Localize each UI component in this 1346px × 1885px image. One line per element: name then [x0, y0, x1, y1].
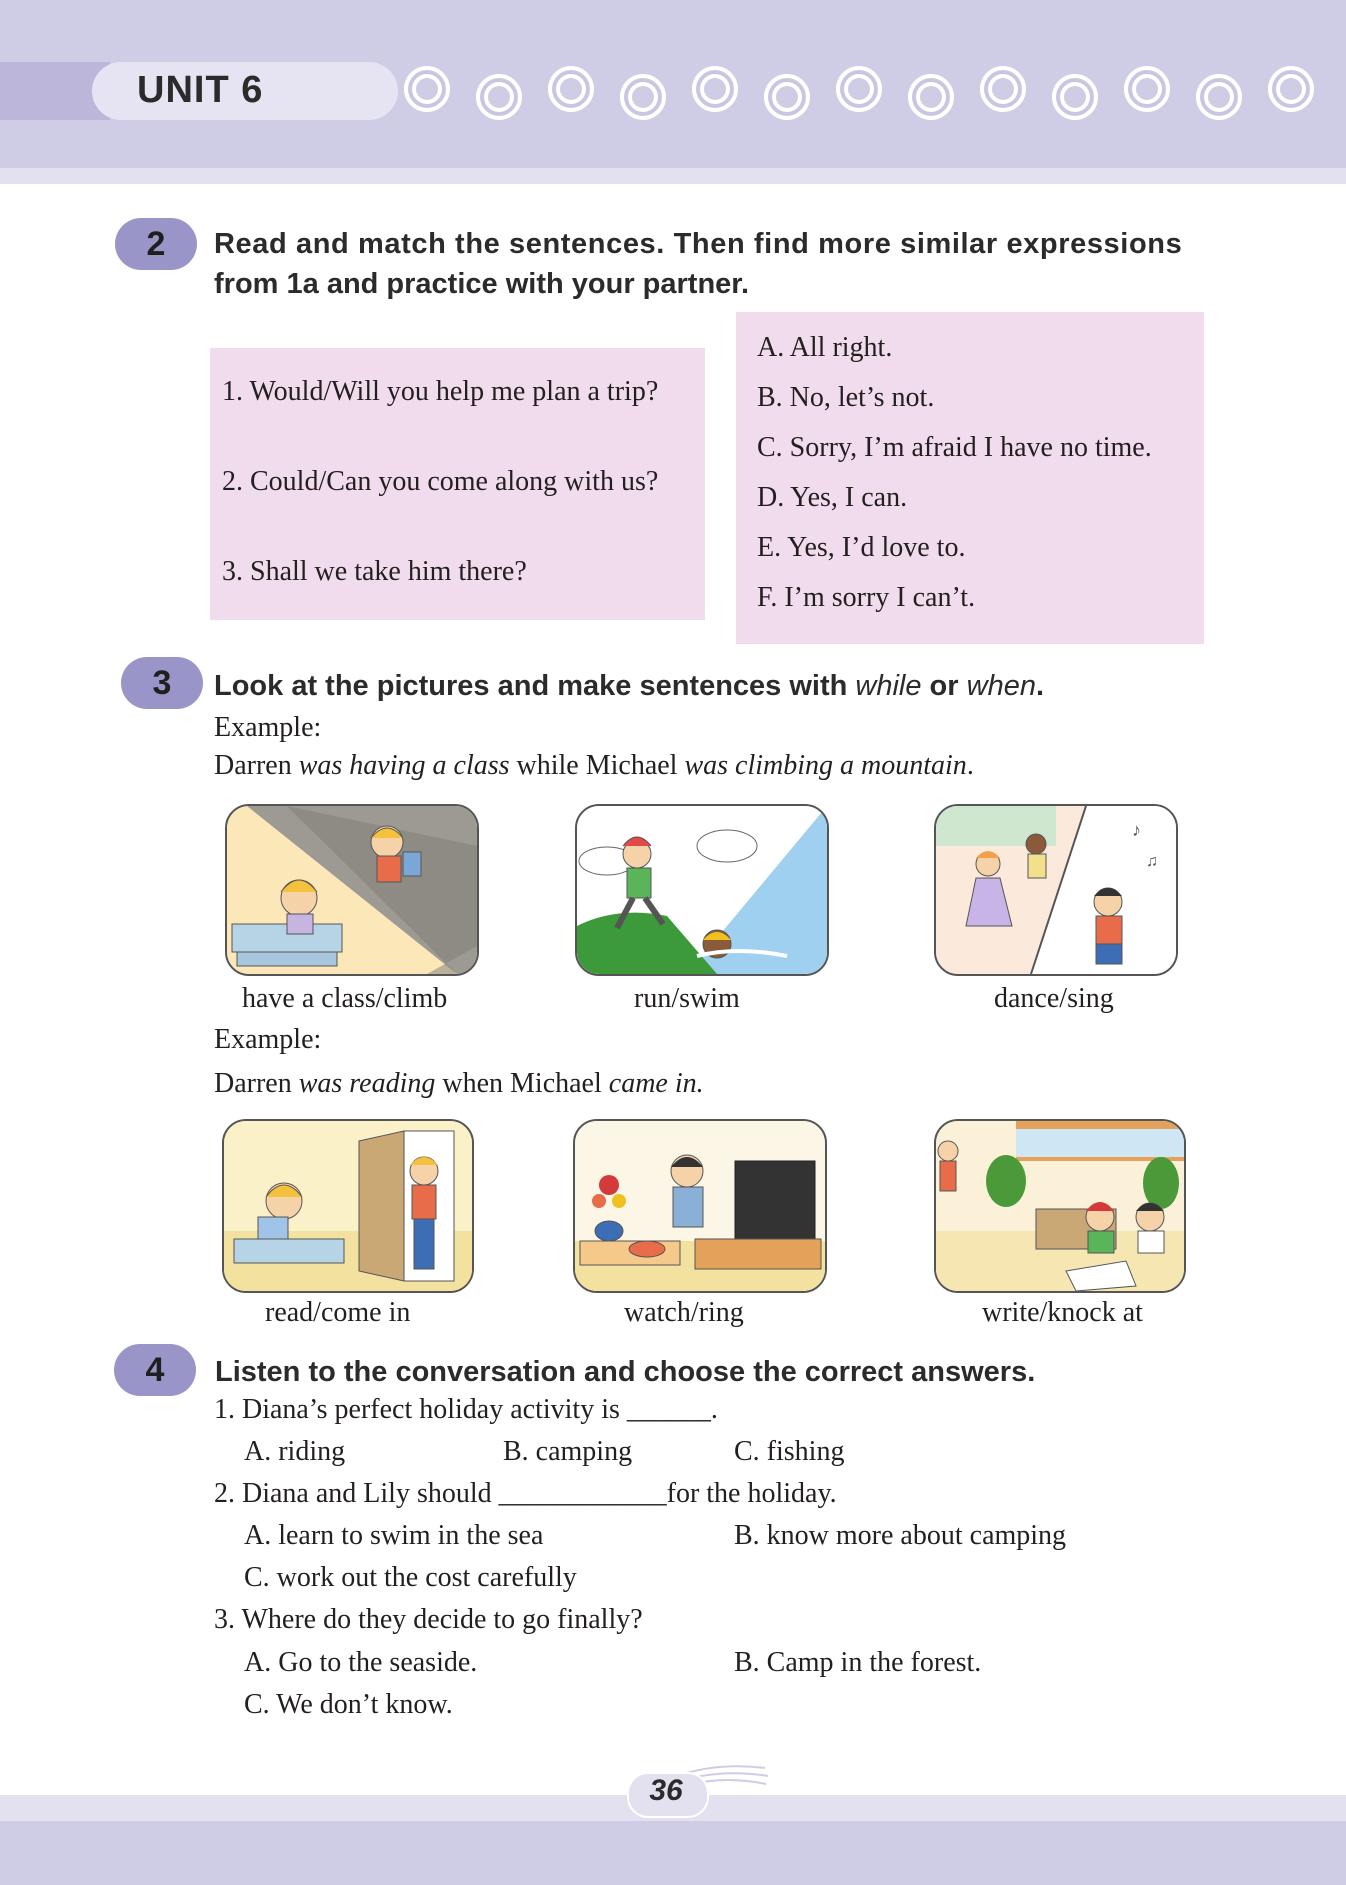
unit-title: UNIT 6 [137, 69, 264, 111]
example-italic: was climbing a mountain [684, 750, 967, 781]
option: A. Go to the seaside. [244, 1647, 478, 1678]
match-question: 3. Shall we take him there? [222, 556, 527, 587]
dance-sing-illustration [936, 806, 1176, 974]
svg-text:♫: ♫ [1146, 853, 1158, 870]
watch-ring-illustration [575, 1121, 825, 1291]
example-text: Darren [214, 750, 299, 781]
section-2-heading-line1: Read and match the sentences. Then find more similar expressions [214, 228, 1183, 260]
run-swim-illustration [577, 806, 827, 974]
read-come-in-illustration [224, 1121, 472, 1291]
page-footer [0, 1821, 1346, 1885]
option: B. know more about camping [734, 1520, 1067, 1551]
keyword-while: while [855, 670, 922, 702]
ring-icon [692, 66, 738, 112]
option: C. We don’t know. [244, 1689, 453, 1720]
ring-icon [548, 66, 594, 112]
picture-run-swim [575, 804, 829, 976]
section-4-heading: Listen to the conversation and choose the correct answers. [215, 1356, 1036, 1388]
picture-class-climb [225, 804, 479, 976]
picture-caption: write/knock at [982, 1297, 1143, 1328]
question-1: 1. Diana’s perfect holiday activity is ______. [214, 1394, 718, 1425]
example-text: Darren [214, 1068, 299, 1099]
match-question: 1. Would/Will you help me plan a trip? [222, 376, 659, 407]
example-text: while Michael [509, 750, 685, 781]
option: B. Camp in the forest. [734, 1647, 982, 1678]
ring-icon [1268, 66, 1314, 112]
ring-icon [1124, 66, 1170, 112]
match-answer: D. Yes, I can. [757, 482, 908, 513]
match-answer: A. All right. [757, 332, 893, 363]
example-text: when Michael [435, 1068, 609, 1099]
picture-caption: read/come in [265, 1297, 411, 1328]
match-answer: E. Yes, I’d love to. [757, 532, 966, 563]
svg-text:♪: ♪ [1132, 820, 1141, 840]
classroom-mountain-illustration [227, 806, 477, 974]
picture-dance-sing [934, 804, 1178, 976]
section-3-badge: 3 [121, 657, 203, 709]
picture-read-come-in [222, 1119, 474, 1293]
picture-write-knock [934, 1119, 1186, 1293]
heading-text: . [1035, 670, 1045, 702]
example-text: . [966, 750, 974, 781]
section-4-badge: 4 [114, 1344, 196, 1396]
keyword-when: when [966, 670, 1036, 702]
section-2-badge: 2 [115, 218, 197, 270]
ring-icon [404, 66, 450, 112]
picture-watch-ring [573, 1119, 827, 1293]
decorative-rings [400, 60, 1346, 130]
match-answer: C. Sorry, I’m afraid I have no time. [757, 432, 1152, 463]
ring-icon [620, 74, 666, 120]
ring-icon [1196, 74, 1242, 120]
ring-icon [1052, 74, 1098, 120]
match-question: 2. Could/Can you come along with us? [222, 466, 659, 497]
option: B. camping [503, 1436, 633, 1467]
picture-caption: run/swim [634, 983, 740, 1014]
example-label: Example: [214, 1024, 322, 1055]
picture-caption: watch/ring [624, 1297, 744, 1328]
example-italic: was having a class [298, 750, 510, 781]
option: A. learn to swim in the sea [244, 1520, 544, 1551]
example-label: Example: [214, 712, 322, 743]
example-sentence [214, 750, 974, 782]
heading-text: or [921, 670, 967, 702]
question-2: 2. Diana and Lily should ____________for the holiday. [214, 1478, 837, 1509]
ring-icon [836, 66, 882, 112]
example-sentence [214, 1068, 704, 1100]
example-italic: came in. [608, 1068, 704, 1099]
option: C. work out the cost carefully [244, 1562, 577, 1593]
section-3-heading [214, 670, 1044, 703]
example-italic: was reading [298, 1068, 436, 1099]
page-number: 36 [649, 1774, 683, 1807]
heading-text: Look at the pictures and make sentences with [214, 670, 856, 702]
match-answer: B. No, let’s not. [757, 382, 935, 413]
ring-icon [476, 74, 522, 120]
ring-icon [764, 74, 810, 120]
ring-icon [908, 74, 954, 120]
option: A. riding [244, 1436, 346, 1467]
ring-icon [980, 66, 1026, 112]
header-strip [0, 168, 1346, 184]
picture-caption: dance/sing [994, 983, 1114, 1014]
question-3: 3. Where do they decide to go finally? [214, 1604, 643, 1635]
section-2-heading-line2: from 1a and practice with your partner. [214, 268, 750, 300]
write-knock-illustration [936, 1121, 1184, 1291]
option: C. fishing [734, 1436, 845, 1467]
picture-caption: have a class/climb [242, 983, 448, 1014]
match-answer: F. I’m sorry I can’t. [757, 582, 976, 613]
